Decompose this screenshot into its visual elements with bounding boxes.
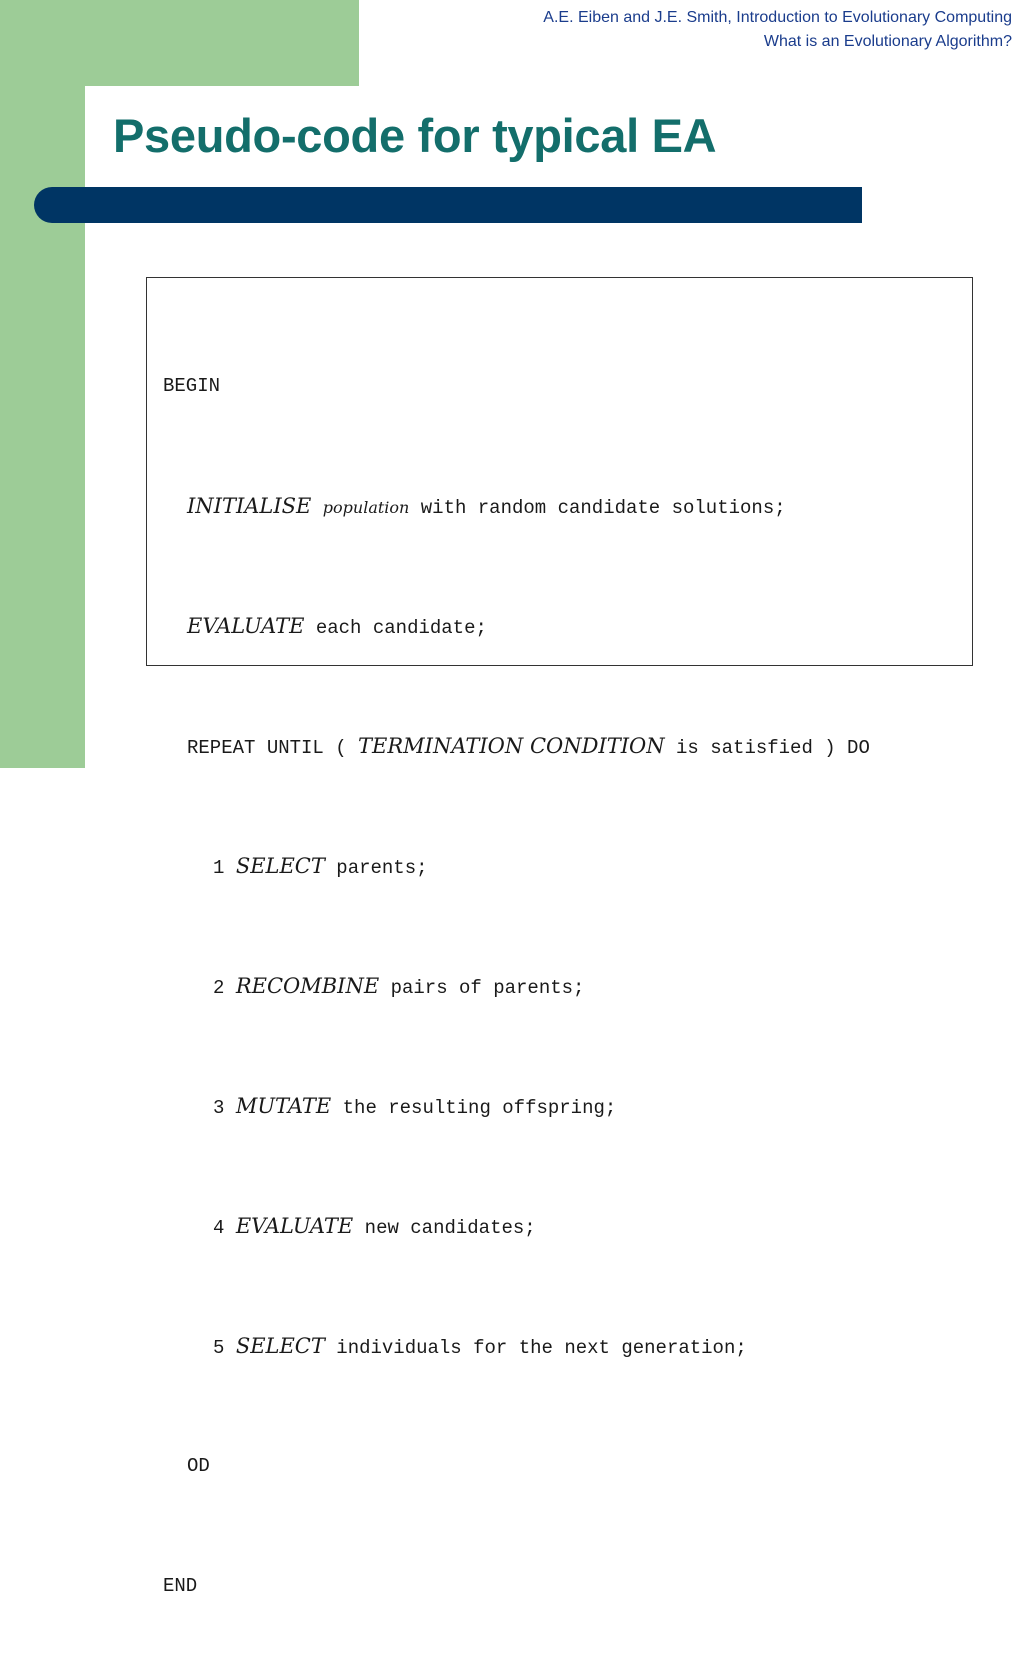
slide-title: Pseudo-code for typical EA	[113, 109, 717, 162]
code-line-step-5	[163, 1331, 870, 1361]
code-line-step-2	[163, 971, 870, 1001]
header-line-2: What is an Evolutionary Algorithm?	[763, 33, 1012, 50]
repeat-keyword: REPEAT UNTIL (	[187, 737, 359, 759]
evaluate-operator: EVALUATE	[187, 614, 305, 638]
code-line-step-4	[163, 1211, 870, 1241]
pseudocode-box	[146, 277, 973, 1597]
code-line-repeat	[163, 731, 870, 761]
code-line-end	[163, 1571, 870, 1601]
step-text: the resulting offspring;	[331, 1097, 617, 1119]
step-number: 4	[213, 1217, 225, 1239]
step-operator: MUTATE	[235, 1094, 332, 1118]
begin-keyword: BEGIN	[163, 375, 221, 397]
step-number: 1	[213, 857, 225, 879]
slide-header	[543, 6, 1012, 54]
termination-condition: TERMINATION CONDITION	[358, 734, 665, 758]
step-text: individuals for the next generation;	[324, 1337, 747, 1359]
repeat-rest: is satisfied ) DO	[664, 737, 870, 759]
code-line-od	[163, 1451, 870, 1481]
step-text: parents;	[324, 857, 428, 879]
initialise-rest: with random candidate solutions;	[409, 497, 786, 519]
population-object: population	[322, 498, 410, 517]
step-number: 3	[213, 1097, 225, 1119]
title-underline-bar	[34, 187, 862, 223]
header-line-1: A.E. Eiben and J.E. Smith, Introduction to Evolutionary Computing	[543, 9, 1012, 26]
code-line-begin	[163, 371, 870, 401]
step-text: pairs of parents;	[379, 977, 585, 999]
code-line-step-3	[163, 1091, 870, 1121]
evaluate-rest: each candidate;	[304, 617, 487, 639]
od-keyword: OD	[187, 1455, 210, 1477]
step-operator: RECOMBINE	[235, 974, 380, 998]
step-number: 2	[213, 977, 225, 999]
step-operator: SELECT	[235, 1334, 325, 1358]
code-line-evaluate	[163, 611, 870, 641]
initialise-operator: INITIALISE	[187, 494, 312, 518]
left-accent-strip	[0, 0, 85, 768]
end-keyword: END	[163, 1575, 198, 1597]
top-accent-block	[0, 0, 359, 86]
pseudocode	[163, 311, 870, 1661]
step-operator: EVALUATE	[235, 1214, 354, 1238]
code-line-step-1	[163, 851, 870, 881]
code-line-initialise	[163, 491, 870, 521]
step-operator: SELECT	[235, 854, 325, 878]
step-text: new candidates;	[353, 1217, 536, 1239]
step-number: 5	[213, 1337, 225, 1359]
